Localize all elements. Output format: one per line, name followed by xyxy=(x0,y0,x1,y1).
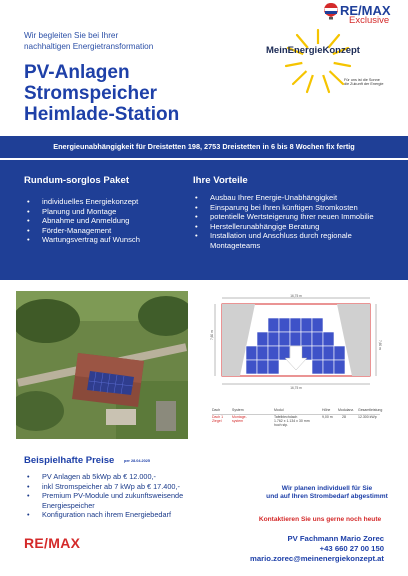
advantage-item: • Ausbau Ihrer Energie-Unabhängigkeit xyxy=(192,193,392,203)
contact-phone[interactable]: +43 660 27 00 150 xyxy=(319,544,384,553)
module-table xyxy=(212,408,383,432)
address-banner-text: Energieunabhängigkeit für Dreistetten 198, 2753 Dreistetten in 6 bis 8 Wochen fix fertig xyxy=(53,142,355,151)
package-item: • Abnahme und Anmeldung xyxy=(24,216,164,226)
remax-logo-bottom: RE/MAX xyxy=(24,535,81,551)
remax-balloon-icon xyxy=(323,2,339,20)
table-header-cell: Höhe xyxy=(322,408,331,412)
table-cell: Montage- system xyxy=(232,415,247,423)
advantage-item: • Installation und Anschluss durch regionale Montageteams xyxy=(192,231,392,250)
remax-logo-top: RE/MAX xyxy=(340,3,391,18)
table-header-cell: Gesamtleistung xyxy=(358,408,383,412)
table-cell: Dach 1 Ziegel xyxy=(212,415,224,423)
aerial-photo xyxy=(16,291,188,439)
table-header-cell: System xyxy=(232,408,244,412)
table-header-cell: Modul xyxy=(274,408,284,412)
table-cell: 28 xyxy=(342,415,346,419)
planning-note: Wir planen individuell für Sie und auf Ihren Strombedarf abgestimmt xyxy=(266,485,388,500)
contact-email[interactable]: mario.zorec@meinenergiekonzept.at xyxy=(250,554,384,563)
brand-logo: MeinEnergieKonzept xyxy=(266,45,360,56)
prices-list xyxy=(24,472,224,520)
table-cell: 9,00 m xyxy=(322,415,333,419)
table-cell: 12.300 kWp xyxy=(358,415,377,419)
module-table-header xyxy=(212,408,383,415)
package-item: • individuelles Energiekonzept xyxy=(24,197,164,207)
prices-title: Beispielhafte Preise xyxy=(24,455,115,466)
intro-text: Wir begleiten Sie bei Ihrer nachhaltigen Energietransformation xyxy=(24,31,154,51)
contact-call-to-action: Kontaktieren Sie uns gerne noch heute xyxy=(258,516,382,523)
roof-plan-diagram xyxy=(210,294,382,390)
advantage-item: • Herstellerunabhängige Beratung xyxy=(192,222,392,232)
price-item: • Premium PV-Module und zukunftsweisende Energiespeicher xyxy=(24,491,224,510)
plan-dim-top: 16,75 m xyxy=(290,294,302,298)
plan-dim-right: 7,60 m xyxy=(378,340,382,350)
package-item: • Planung und Montage xyxy=(24,207,164,217)
contact-name: PV Fachmann Mario Zorec xyxy=(287,534,384,543)
headline: PV-Anlagen Stromspeicher Heimlade-Station xyxy=(24,62,180,125)
table-header-cell: Dach xyxy=(212,408,221,412)
price-item: • PV Anlagen ab 5kWp ab € 12.000,- xyxy=(24,472,224,482)
advantage-item: • potentielle Wertsteigerung Ihrer neuen Immobilie xyxy=(192,212,392,222)
package-item: • Wartungsvertrag auf Wunsch xyxy=(24,235,164,245)
table-cell: Tafelblechdach 1.762 x 1.134 x 30 mm hoch stp. xyxy=(274,415,310,427)
price-item: • inkl Stromspeicher ab 7 kWp ab € 17.400,- xyxy=(24,482,224,492)
package-list xyxy=(24,197,164,245)
advantages-title: Ihre Vorteile xyxy=(193,175,248,186)
advantages-list xyxy=(192,193,392,250)
table-header-cell: Modulanz. xyxy=(338,408,355,412)
sun-logo-icon xyxy=(283,26,353,94)
brand-tagline: Für uns ist die Sonne die Zukunft der Energie xyxy=(344,78,384,87)
package-title: Rundum-sorglos Paket xyxy=(24,175,130,186)
package-item: • Förder-Management xyxy=(24,226,164,236)
remax-exclusive-label: Exclusive xyxy=(349,15,390,26)
plan-dim-bottom: 16,75 m xyxy=(290,386,302,390)
price-item: • Konfiguration nach ihrem Energiebedarf xyxy=(24,510,224,520)
plan-dim-left: 7,60 m xyxy=(210,330,214,340)
advantage-item: • Einsparung bei Ihren künftigen Stromkosten xyxy=(192,203,392,213)
prices-date: per 28.04.2025 xyxy=(124,459,150,463)
